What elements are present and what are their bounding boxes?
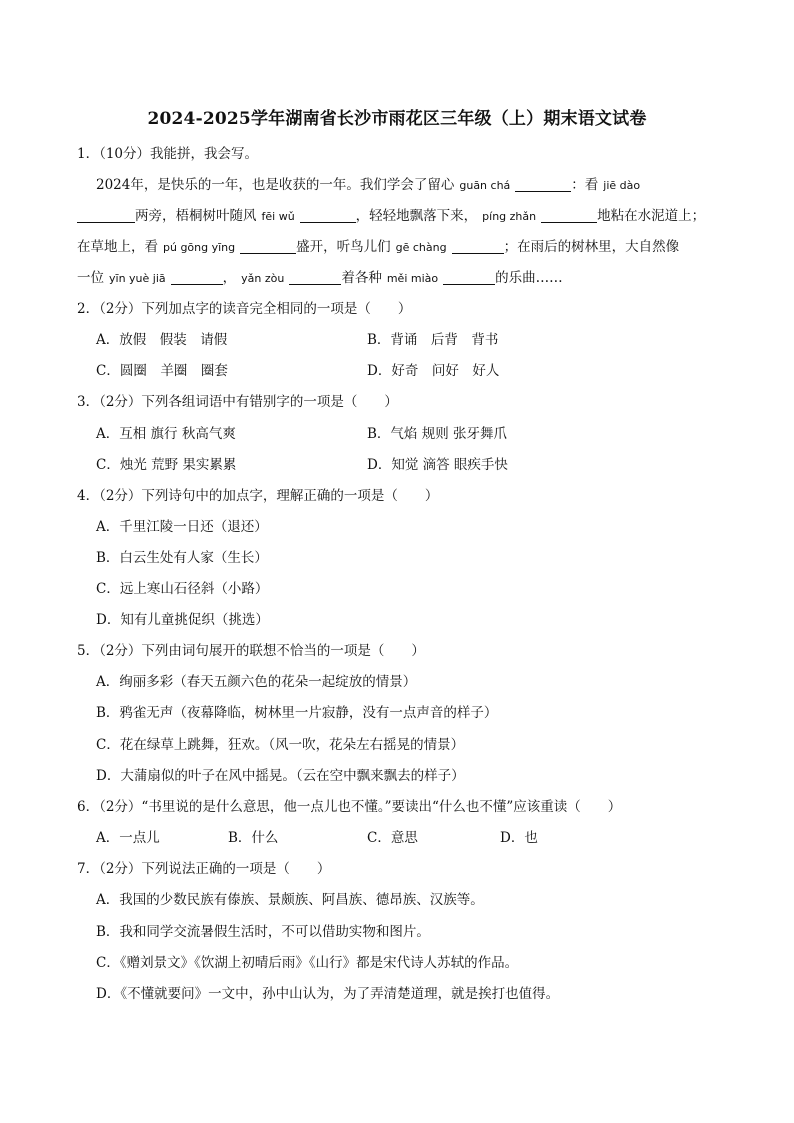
answer-blank[interactable] (541, 208, 597, 223)
option-b[interactable]: B．白云生处有人家（生长） (96, 550, 268, 566)
option-c[interactable]: C．圆圈 羊圈 圈套 (96, 363, 228, 379)
answer-blank[interactable] (171, 270, 223, 285)
question-1-line-2 (77, 206, 705, 227)
pinyin-feiwu: fēi wǔ (261, 210, 295, 223)
question-1-heading: 1．（10分）我能拼，我会写。 (77, 146, 259, 162)
option-a[interactable]: A．千里江陵一日还（退还） (96, 519, 268, 535)
option-a[interactable]: A．放假 假装 请假 (96, 332, 228, 348)
page-title: 2024-2025学年湖南省长沙市雨花区三年级（上）期末语文试卷 (147, 109, 647, 129)
passage-text: 一位 (77, 270, 104, 286)
option-b[interactable]: B．我和同学交流暑假生活时，不可以借助实物和图片。 (96, 924, 430, 940)
option-b[interactable]: B．鸦雀无声（夜幕降临，树林里一片寂静，没有一点声音的样子） (96, 705, 498, 721)
question-1-line-3 (77, 237, 679, 258)
passage-text: 着各种 (341, 270, 382, 286)
option-c[interactable]: C．烛光 荒野 果实累累 (96, 457, 237, 473)
pinyin-pugongying: pú gōng yīng (163, 241, 236, 254)
answer-blank[interactable] (300, 208, 356, 223)
option-d[interactable]: D．好奇 问好 好人 (367, 363, 500, 379)
option-a[interactable]: A．一点儿 (96, 830, 160, 846)
passage-text: ，轻轻地飘落下来， (355, 208, 478, 224)
passage-text: ；在雨后的树林里，大自然像 (503, 239, 680, 255)
passage-text: ， (222, 270, 237, 286)
option-d[interactable]: D．知觉 滴答 眼疾手快 (367, 457, 508, 473)
option-d[interactable]: D．《不懂就要问》一文中，孙中山认为，为了弄清楚道理，就是挨打也值得。 (96, 986, 560, 1002)
option-a[interactable]: A．绚丽多彩（春天五颜六色的花朵一起绽放的情景） (96, 674, 417, 690)
pinyin-meimiao: měi miào (386, 272, 439, 285)
passage-text: 的乐曲…… (495, 270, 563, 286)
passage-text: 盛开，听鸟儿们 (296, 239, 391, 255)
option-c[interactable]: C．远上寒山石径斜（小路） (96, 581, 269, 597)
pinyin-guancha: guān chá (459, 179, 511, 192)
answer-blank[interactable] (77, 208, 135, 223)
option-b[interactable]: B．气焰 规则 张牙舞爪 (367, 426, 508, 442)
question-7-heading: 7．（2分）下列说法正确的一项是（ ） (77, 861, 331, 877)
option-c[interactable]: C．意思 (367, 830, 418, 846)
option-d[interactable]: D．知有儿童挑促织（挑选） (96, 612, 269, 628)
question-6-heading: 6．（2分）“书里说的是什么意思，他一点儿也不懂。”要读出“什么也不懂”应该重读（ ） (77, 799, 622, 815)
answer-blank[interactable] (443, 270, 495, 285)
question-4-heading: 4．（2分）下列诗句中的加点字，理解正确的一项是（ ） (77, 488, 439, 504)
answer-blank[interactable] (515, 177, 571, 192)
passage-text: 在草地上，看 (77, 239, 158, 255)
answer-blank[interactable] (240, 239, 296, 254)
option-b[interactable]: B．背诵 后背 背书 (367, 332, 499, 348)
question-5-heading: 5．（2分）下列由词句展开的联想不恰当的一项是（ ） (77, 643, 425, 659)
answer-blank[interactable] (289, 270, 341, 285)
option-a[interactable]: A．互相 旗行 秋高气爽 (96, 426, 236, 442)
question-1-line-1 (96, 175, 645, 196)
pinyin-jiedao: jiē dào (603, 179, 641, 192)
pinyin-gechang: gē chàng (395, 241, 447, 254)
passage-text: 2024年，是快乐的一年，也是收获的一年。我们学会了留心 (96, 177, 455, 193)
pinyin-yanzou: yǎn zòu (241, 272, 285, 285)
question-1-line-4 (77, 268, 563, 289)
pinyin-yinyuejia: yīn yuè jiā (109, 272, 166, 285)
answer-blank[interactable] (452, 239, 504, 254)
option-c[interactable]: C．《赠刘景文》《饮湖上初晴后雨》《山行》都是宋代诗人苏轼的作品。 (96, 955, 519, 971)
passage-text: ：看 (571, 177, 599, 193)
option-d[interactable]: D．也 (500, 830, 538, 846)
option-a[interactable]: A．我国的少数民族有傣族、景颇族、阿昌族、德昂族、汉族等。 (96, 892, 484, 908)
option-c[interactable]: C．花在绿草上跳舞，狂欢。（风一吹，花朵左右摇晃的情景） (96, 737, 465, 753)
option-d[interactable]: D．大蒲扇似的叶子在风中摇晃。（云在空中飘来飘去的样子） (96, 768, 465, 784)
pinyin-pingzhan: píng zhǎn (482, 210, 537, 223)
question-2-heading: 2．（2分）下列加点字的读音完全相同的一项是（ ） (77, 301, 412, 317)
question-3-heading: 3．（2分）下列各组词语中有错别字的一项是（ ） (77, 394, 398, 410)
option-b[interactable]: B．什么 (228, 830, 279, 846)
passage-text: 两旁，梧桐树叶随风 (135, 208, 257, 224)
passage-text: 地粘在水泥道上； (597, 208, 706, 224)
